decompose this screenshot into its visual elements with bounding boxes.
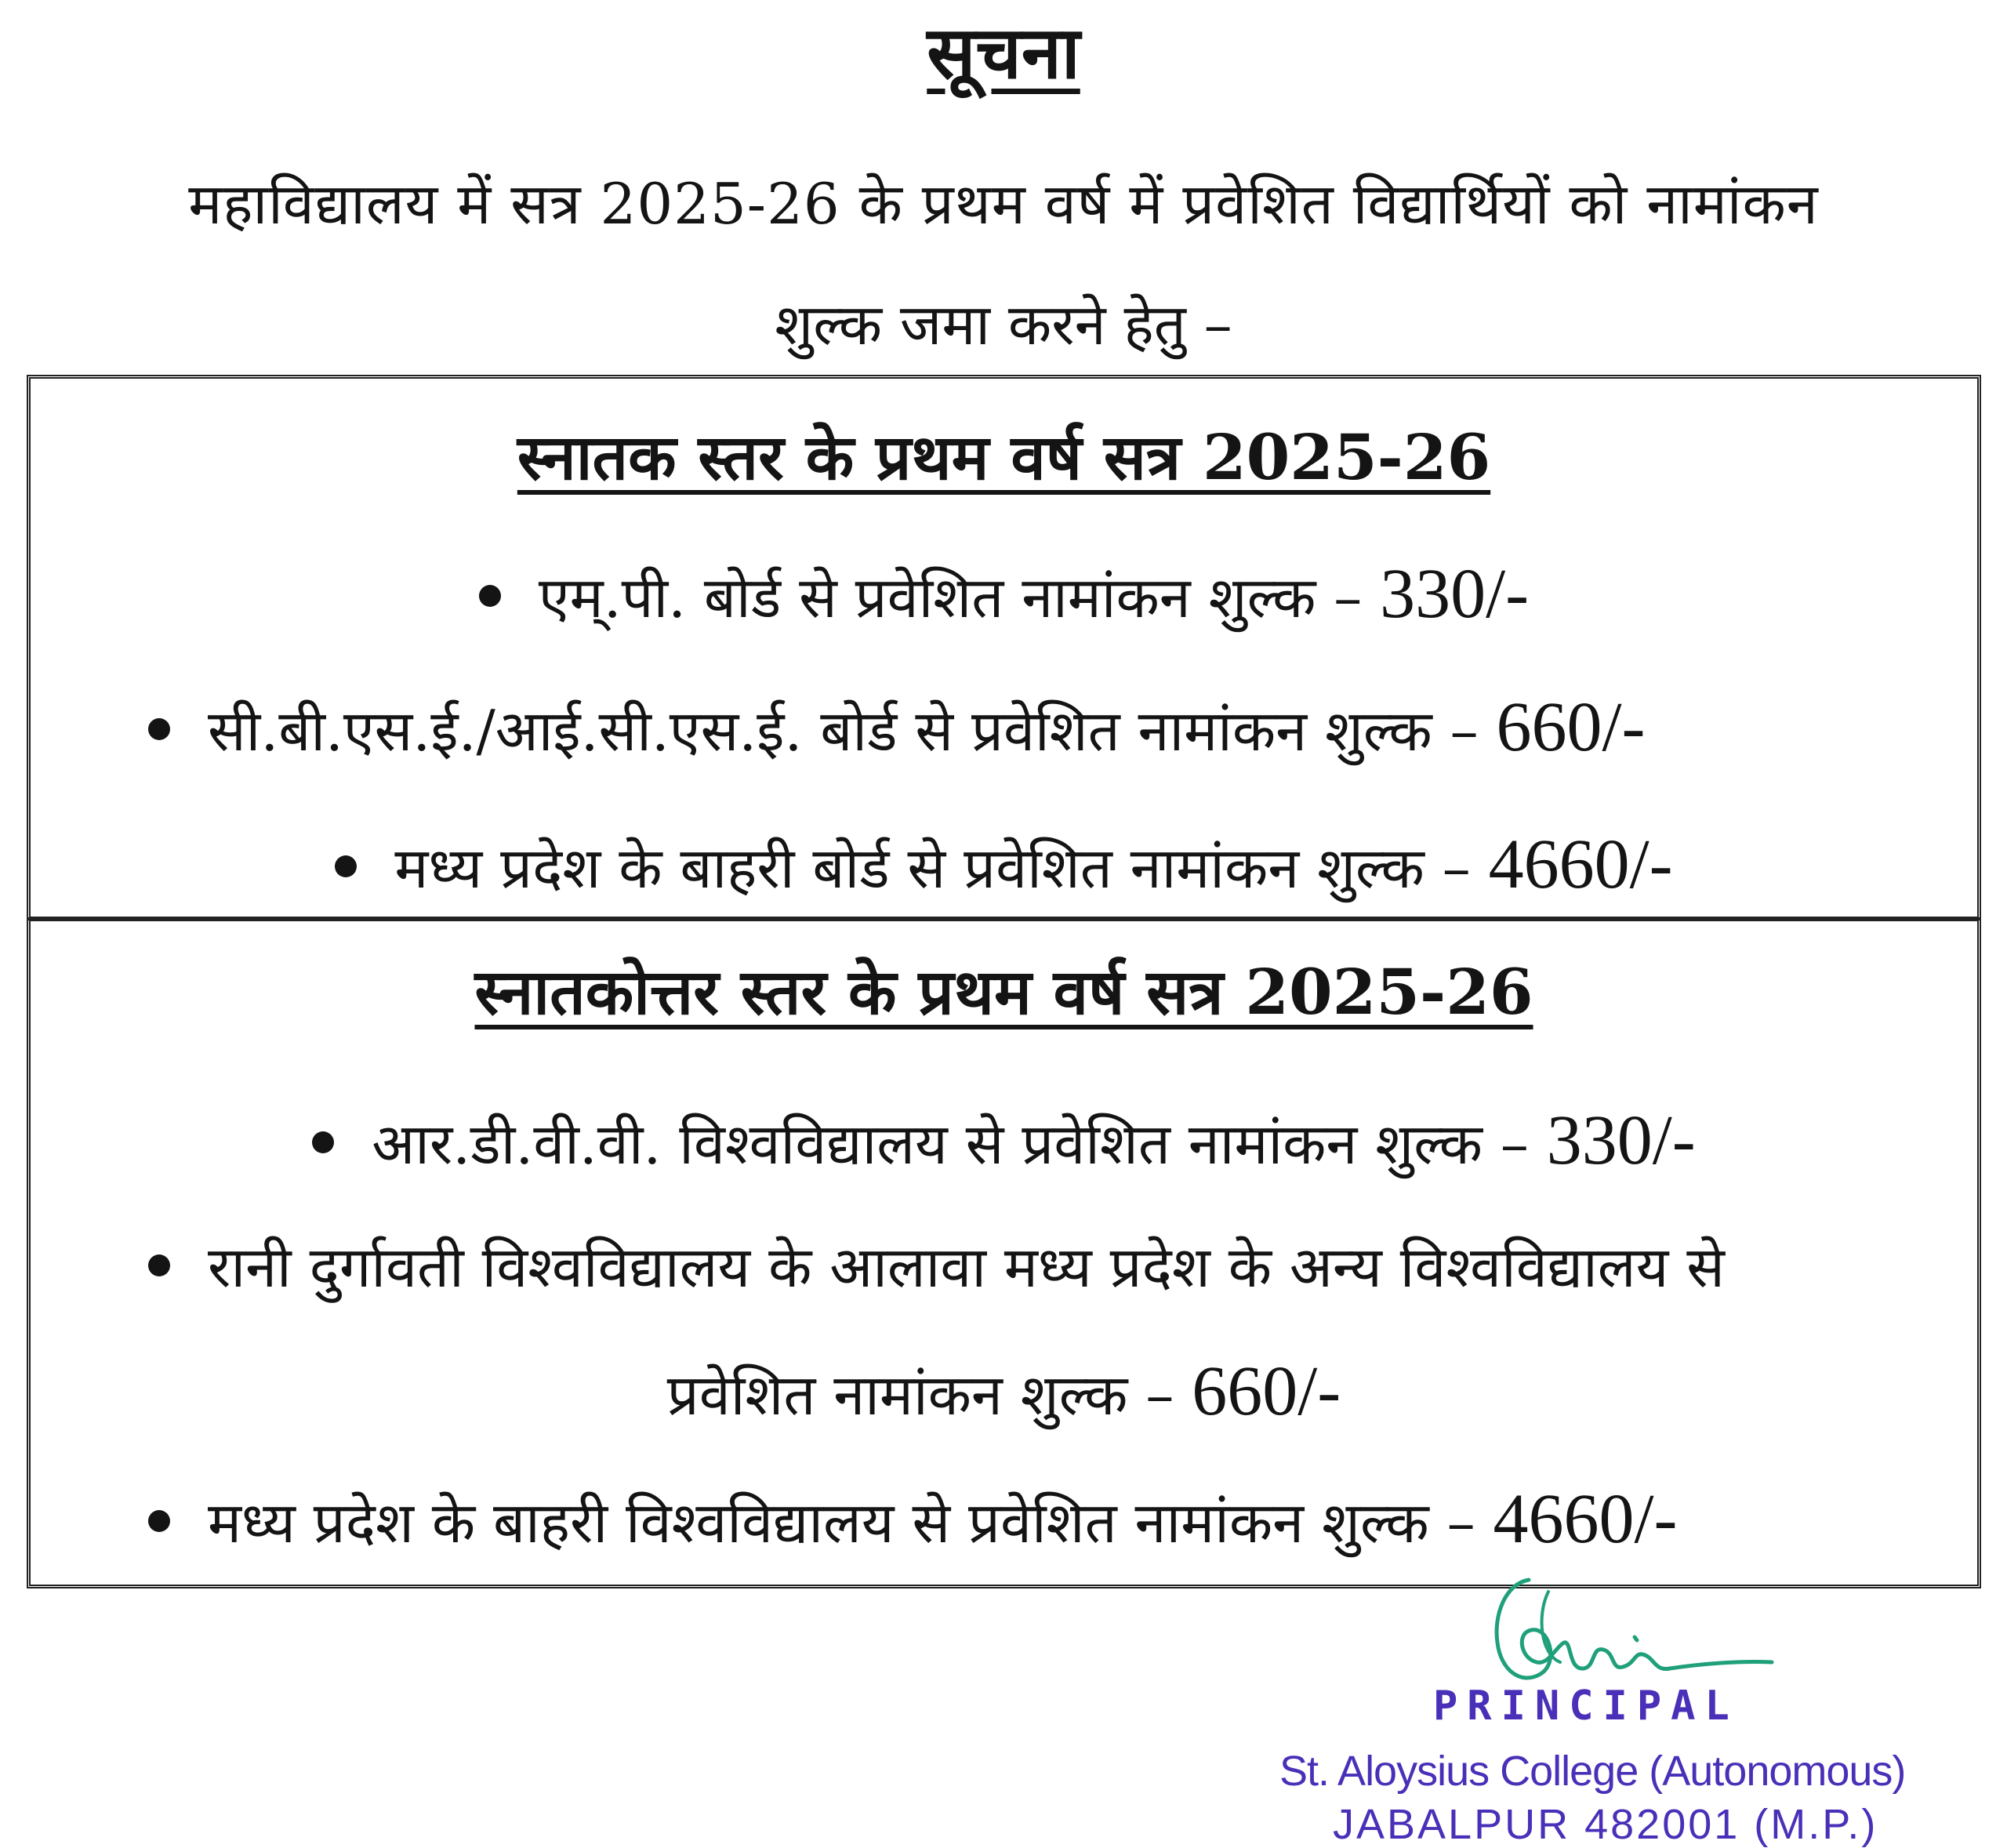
intro-line-1: महाविद्यालय में सत्र 2025-26 के प्रथम वर्ष में प्रवेशित विद्यार्थियों को नामांकन	[188, 171, 1819, 237]
list-item	[31, 826, 1977, 903]
fee-label: मध्य प्रदेश के बाहरी विश्वविद्यालय से प्रवेशित नामांकन शुल्क –	[208, 1490, 1475, 1556]
list-item	[31, 1102, 1977, 1179]
list-item	[31, 555, 1977, 633]
bullet-icon	[312, 1131, 334, 1153]
stamp-designation: PRINCIPAL	[1433, 1683, 1739, 1730]
fee-amount: 660/-	[1192, 1352, 1341, 1430]
fee-amount: 660/-	[1496, 688, 1646, 766]
fee-amount: 330/-	[1380, 555, 1530, 633]
fee-amount: 4660/-	[1488, 826, 1673, 903]
list-item	[148, 1480, 1678, 1558]
postgraduate-fee-box	[27, 917, 1981, 1588]
list-item-continuation	[31, 1352, 1977, 1430]
fee-amount: 4660/-	[1493, 1480, 1678, 1558]
undergraduate-heading-text: स्नातक स्तर के प्रथम वर्ष सत्र 2025-26	[517, 420, 1491, 494]
postgraduate-heading-text: स्नातकोत्तर स्तर के प्रथम वर्ष सत्र 2025-26	[474, 955, 1533, 1029]
fee-label: आर.डी.वी.वी. विश्वविद्यालय से प्रवेशित नामांकन शुल्क –	[372, 1111, 1529, 1177]
postgraduate-heading	[31, 955, 1977, 1029]
stamp-college-name: St. Aloysius College (Autonomous)	[1279, 1748, 1906, 1795]
signature-stroke	[1497, 1580, 1772, 1678]
fee-label: प्रवेशित नामांकन शुल्क –	[666, 1362, 1174, 1428]
undergraduate-fee-box	[27, 375, 1981, 920]
list-item	[148, 1234, 1725, 1300]
undergraduate-heading	[31, 420, 1977, 494]
notice-title-text: सूचना	[927, 10, 1080, 95]
list-item	[148, 688, 1646, 766]
fee-label: रानी दुर्गावती विश्वविद्यालय के आलावा मध्य प्रदेश के अन्य विश्वविद्यालय से	[208, 1234, 1725, 1300]
fee-label: मध्य प्रदेश के बाहरी बोर्ड से प्रवेशित नामांकन शुल्क –	[394, 835, 1471, 901]
fee-label: एम्.पी. बोर्ड से प्रवेशित नामांकन शुल्क –	[538, 565, 1363, 630]
fee-label: सी.बी.एस.ई./आई.सी.एस.ई. बोर्ड से प्रवेशित नामांकन शुल्क –	[208, 698, 1479, 764]
bullet-icon	[148, 1510, 170, 1532]
bullet-icon	[148, 1254, 170, 1276]
bullet-icon	[479, 585, 501, 607]
notice-title	[0, 9, 2007, 96]
fee-amount: 330/-	[1546, 1102, 1696, 1179]
stamp-city: JABALPUR 482001 (M.P.)	[1333, 1801, 1878, 1848]
bullet-icon	[335, 855, 357, 877]
intro-line-2: शुल्क जमा करने हेतु –	[775, 292, 1232, 358]
bullet-icon	[148, 718, 170, 740]
